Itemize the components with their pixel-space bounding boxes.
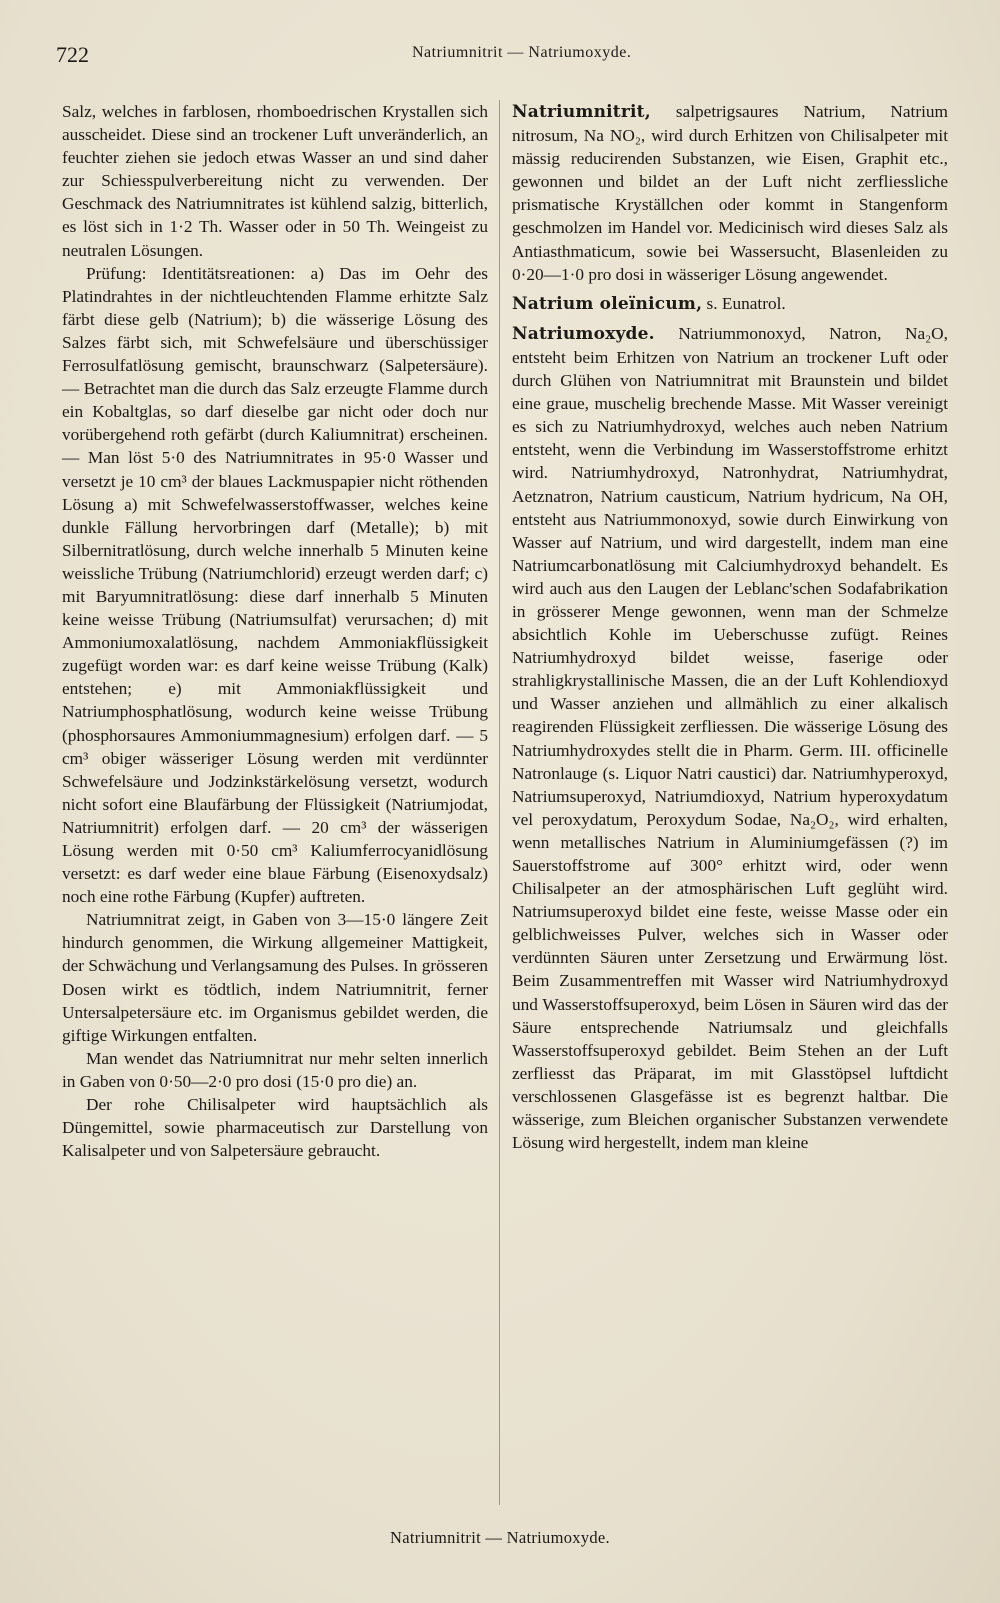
page-header xyxy=(52,42,948,72)
headword-natriumnitrit: Natriumnitrit, xyxy=(512,102,651,122)
right-column xyxy=(512,100,948,1154)
running-head: Natriumnitrit — Natriumoxyde. xyxy=(412,44,632,61)
headword-natriumoxyde: Natriumoxyde. xyxy=(512,323,655,344)
page-number: 722 xyxy=(56,42,89,67)
entry-text-natriumnitrit: salpetrigsaures Natrium, Natrium nitrosum, Na NO₂, wird durch Erhitzen von Chilisalpeter mit mässig reducirenden Substanzen, wie Eisen, Graphit etc., gewonnen und bildet an der Luft nicht zerfliessliche prismatische Kryställchen oder kommt in Stangenform geschmolzen im Handel vor. Medicinisch wird dieses Salz als Antiasthmaticum, sowie bei Wassersucht, Blasenleiden zu 0·20—1·0 pro dosi in wässeriger Lösung angewendet. xyxy=(512,102,948,284)
column-divider xyxy=(499,100,500,1505)
running-foot: Natriumnitrit — Natriumoxyde. xyxy=(390,1528,610,1547)
paragraph-anwendung: Man wendet das Natriumnitrat nur mehr selten innerlich in Gaben von 0·50—2·0 pro dosi (15·0 pro die) an. xyxy=(62,1048,488,1091)
paragraph-chilisalpeter: Der rohe Chilisalpeter wird hauptsächlich als Düngemittel, sowie pharmaceutisch zur Darstellung von Kalisalpeter und von Salpetersäure gebraucht. xyxy=(62,1095,488,1161)
entry-natriumnitrit xyxy=(512,100,948,286)
left-column xyxy=(62,100,488,1162)
paragraph-continuation: Salz, welches in farblosen, rhomboedrischen Krystallen sich ausscheidet. Diese sind an trockener Luft unveränderlich, an feuchter ziehen sie jedoch etwas Wasser an und sind daher zur Schiesspulverbereitung nicht zu verwenden. Der Geschmack des Natriumnitrates ist kühlend salzig, bitterlich, es löst sich in 1·2 Th. Wasser oder in 50 Th. Weingeist zu neutralen Lösungen. xyxy=(62,102,488,260)
paragraph-pruefung: Prüfung: Identitätsreationen: a) Das im Oehr des Platindrahtes in der nichtleuchtenden Flamme erhitzte Salz färbt diese gelb (Natrium); b) die wässerige Lösung des Salzes färbt sich, mit Schwefelsäure und überschüssiger Ferrosulfatlösung gemischt, braunschwarz (Salpetersäure). — Betrachtet man die durch das Salz erzeugte Flamme durch ein Kobaltglas, so darf dieselbe gar nicht oder doch nur vorübergehend roth gefärbt (durch Kaliumnitrat) erscheinen. — Man löst 5·0 des Natriumnitrates in 95·0 Wasser und versetzt je 10 cm³ der blaues Lackmuspapier nicht röthenden Lösung a) mit Schwefelwasserstoffwasser, welches keine dunkle Fällung hervorbringen darf (Metalle); b) mit Silbernitratlösung, durch welche innerhalb 5 Minuten keine weissliche Trübung (Natriumchlorid) erzeugt werden darf; c) mit Baryumnitratlösung: diese darf innerhalb 5 Minuten keine weisse Trübung (Natriumsulfat) verursachen; d) mit Ammoniumoxalatlösung, nachdem Ammoniakflüssigkeit zugefügt worden war: es darf keine weisse Trübung (Kalk) entstehen; e) mit Ammoniakflüssigkeit und Natriumphosphatlösung, wodurch keine weisse Trübung (phosphorsaures Ammoniummagnesium) erfolgen darf. — 5 cm³ obiger wässeriger Lösung werden mit verdünnter Schwefelsäure und Jodzinkstärkelösung versetzt, wodurch nicht sofort eine Blaufärbung der Flüssigkeit (Natriumjodat, Natriumnitrit) erfolgen darf. — 20 cm³ der wässerigen Lösung werden mit 0·50 cm³ Kaliumferrocyanidlösung versetzt: es darf weder eine blaue Färbung (Eisenoxydsalz) noch eine rothe Färbung (Kupfer) auftreten. xyxy=(62,263,488,907)
entry-text-natrium-oleinicum: s. Eunatrol. xyxy=(702,293,786,313)
entry-text-natriumoxyde: Natriummonoxyd, Natron, Na₂O, entsteht beim Erhitzen von Natrium an trockener Luft oder durch Glühen von Natriumnitrat mit Braunstein und bildet eine graue, muschelig brechende Masse. Mit Wasser vereinigt es sich zu Natriumhydroxyd, welches auch neben Natrium entsteht, wenn die Verbindung im Wasserstoffstrome erhitzt wird. Natriumhydroxyd, Natronhydrat, Natriumhydrat, Aetznatron, Natrium causticum, Natrium hydricum, Na OH, entsteht aus Natriummonoxyd, sowie durch Einwirkung von Wasser auf Natrium, und wird dargestellt, indem man eine Natriumcarbonatlösung mit Calciumhydroxyd behandelt. Es wird auch aus den Laugen der Leblanc'schen Sodafabrikation in grösserer Menge gewonnen, wenn man der Schmelze absichtlich Kohle im Ueberschusse zufügt. Reines Natriumhydroxyd bildet weisse, faserige oder strahligkrystallinische Massen, die an der Luft Kohlendioxyd und Wasser anziehen und allmählich zu einer alkalisch reagirenden Flüssigkeit zerfliessen. Die wässerige Lösung des Natriumhydroxydes stellt die in Pharm. Germ. III. officinelle Natronlauge (s. Liquor Natri caustici) dar. Natriumhyperoxyd, Natriumsuperoxyd, Natriumdioxyd, Natrium hyperoxydatum vel peroxydatum, Peroxydum Sodae, Na₂O₂, wird erhalten, wenn metallisches Natrium in Aluminiumgefässen (?) im Sauerstoffstrome auf 300° erhitzt wird, oder wenn Chilisalpeter an der atmosphärischen Luft geglüht wird. Natriumsuperoxyd bildet eine feste, weisse Masse oder ein gelblichweisses Pulver, welches sich in Wasser oder verdünnten Säuren unter Zersetzung und Erwärmung löst. Beim Zusammentreffen mit Wasser wird Natriumhydroxyd und Wasserstoffsuperoxyd, beim Lösen in Säuren wird das der Säure entsprechende Natriumsalz und gleichfalls Wasserstoffsuperoxyd gebildet. Beim Stehen an der Luft zerfliesst das Präparat, im mit Glasstöpsel luftdicht verschlossenen Glasgefässe ist es begrenzt haltbar. Die wässerige, zum Bleichen organischer Substanzen verwendete Lösung wird hergestellt, indem man kleine xyxy=(512,323,948,1153)
entry-natrium-oleinicum xyxy=(512,292,948,316)
entry-natriumoxyde xyxy=(512,322,948,1154)
paragraph-wirkung: Natriumnitrat zeigt, in Gaben von 3—15·0 längere Zeit hindurch genommen, die Wirkung allgemeiner Mattigkeit, der Schwächung und Verlangsamung des Pulses. In grösseren Dosen wirkt es tödtlich, indem Natriumnitrit, ferner Untersalpetersäure etc. im Organismus gebildet werden, die giftige Wirkungen entfalten. xyxy=(62,910,488,1045)
headword-natrium-oleinicum: Natrium oleïnicum, xyxy=(512,293,703,314)
